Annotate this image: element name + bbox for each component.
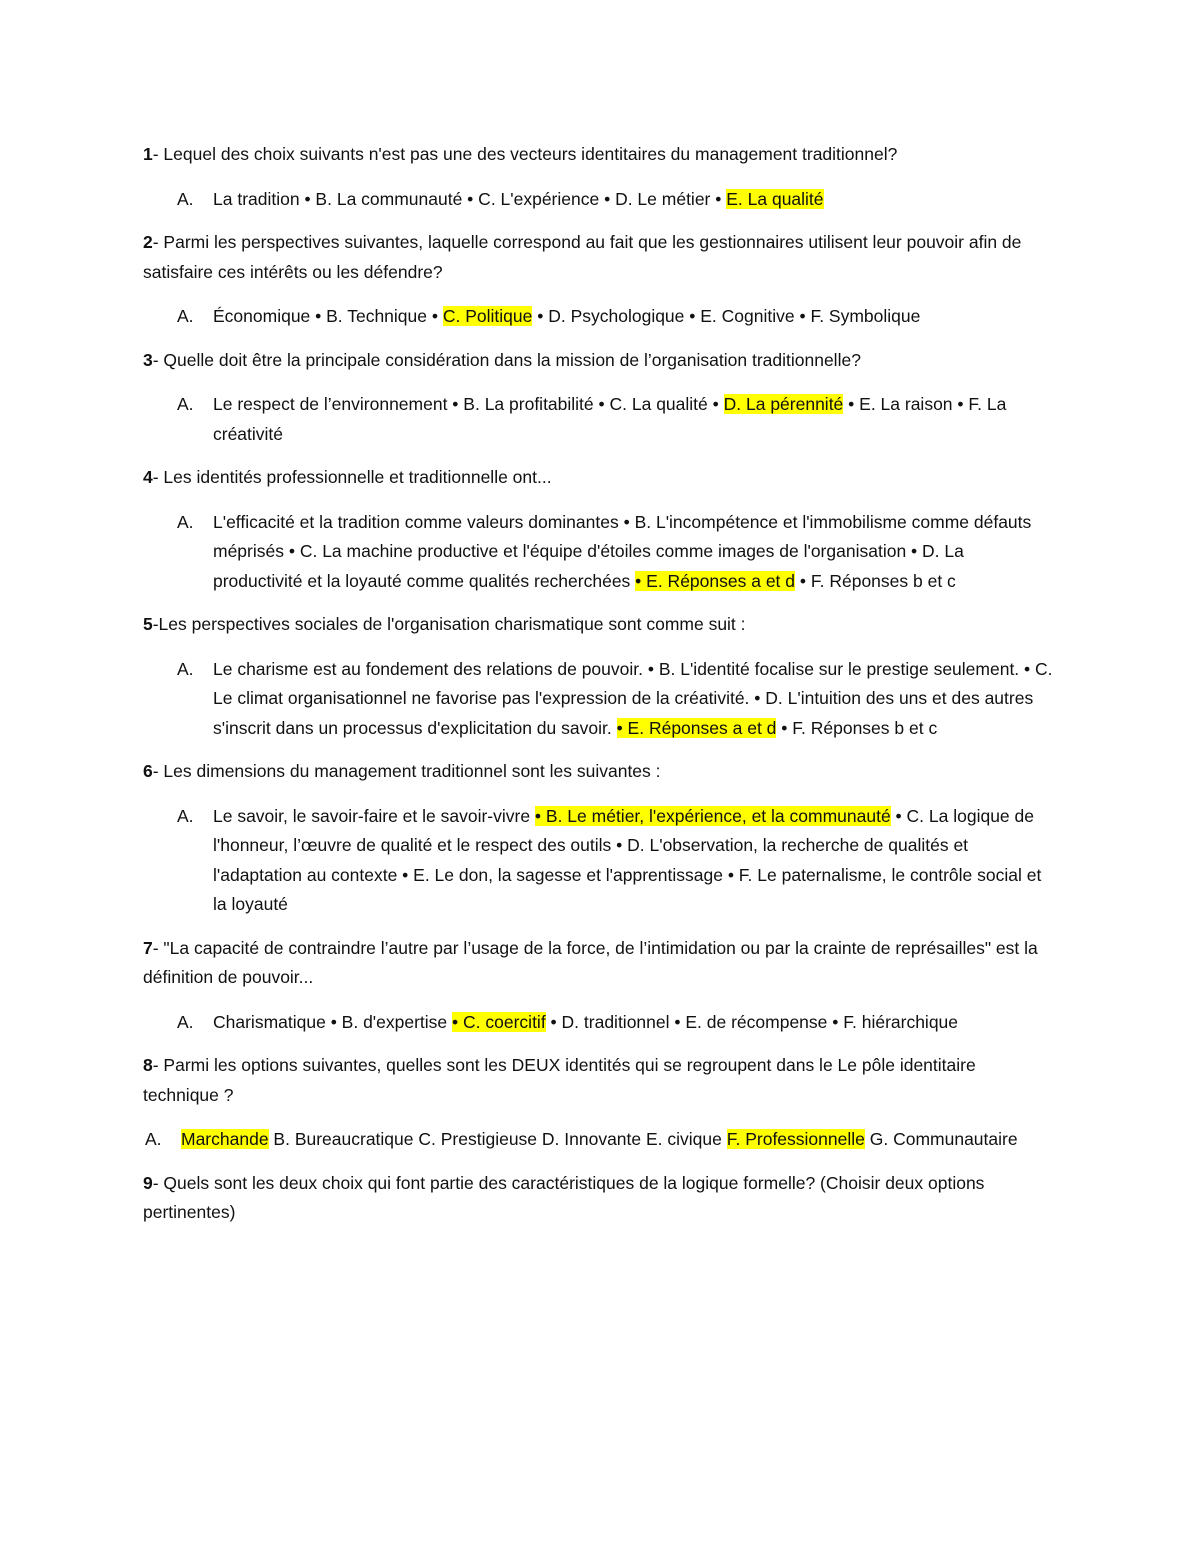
answer-options-4 <box>143 508 1055 597</box>
options-text <box>213 1008 1055 1038</box>
highlighted-answer: D. La pérennité <box>723 394 844 414</box>
question-1 <box>143 140 1055 170</box>
question-text: - Parmi les options suivantes, quelles sont les DEUX identités qui se regroupent dans le Le pôle identitaire technique ? <box>143 1055 976 1105</box>
question-text: - Lequel des choix suivants n'est pas une des vecteurs identitaires du management traditionnel? <box>152 144 898 164</box>
options-plain: Le charisme est au fondement des relations de pouvoir. • B. L'identité focalise sur le prestige seulement. • C. Le climat organisationnel ne favorise pas l'expression de la créativité. • D. L'intuition des uns et des autres s'inscrit dans un processus d'explicitation du savoir. <box>213 658 1053 738</box>
options-plain: La tradition • B. La communauté • C. L'expérience • D. Le métier • <box>213 188 727 209</box>
option-letter: A. <box>177 805 194 826</box>
option-letter: A. <box>177 658 194 679</box>
answer-options-5 <box>143 655 1055 744</box>
options-plain: • D. Psychologique • E. Cognitive • F. Symbolique <box>532 306 921 326</box>
question-9 <box>143 1169 1055 1228</box>
question-number: 4 <box>143 467 153 487</box>
highlighted-answer: • E. Réponses a et d <box>635 570 796 591</box>
question-2 <box>143 228 1055 287</box>
options-plain: • D. traditionnel • E. de récompense • F. hiérarchique <box>545 1011 959 1032</box>
answer-options-6 <box>143 802 1055 920</box>
options-plain: L'efficacité et la tradition comme valeurs dominantes • B. L'incompétence et l'immobilisme comme défauts méprisés • C. La machine productive et l'équipe d'étoiles comme images de l'organisation • D. La productivité et la loyauté comme qualités recherchées <box>213 511 1032 591</box>
highlighted-answer: C. Politique <box>442 306 533 326</box>
options-plain: • F. Réponses b et c <box>776 717 938 738</box>
question-8 <box>143 1051 1055 1110</box>
option-letter: A. <box>177 511 194 532</box>
question-text: - Parmi les perspectives suivantes, laquelle correspond au fait que les gestionnaires utilisent leur pouvoir afin de satisfaire ces intérêts ou les défendre? <box>143 232 1022 282</box>
question-text: -Les perspectives sociales de l'organisation charismatique sont comme suit : <box>152 614 746 634</box>
question-number: 8 <box>143 1055 153 1075</box>
question-3 <box>143 346 1055 376</box>
options-plain: Économique • B. Technique • <box>213 306 443 326</box>
options-plain: • E. La raison • F. La créativité <box>213 394 1007 444</box>
question-text: - Quels sont les deux choix qui font partie des caractéristiques de la logique formelle? (Choisir deux options pertinentes) <box>143 1172 985 1222</box>
option-letter: A. <box>177 188 194 209</box>
options-plain: Charismatique • B. d'expertise <box>213 1011 453 1032</box>
highlighted-answer: F. Professionnelle <box>726 1129 865 1149</box>
highlighted-answer: • B. Le métier, l'expérience, et la communauté <box>534 805 891 826</box>
question-number: 9 <box>143 1172 153 1193</box>
question-number: 5 <box>143 614 153 634</box>
option-letter: A. <box>177 1011 194 1032</box>
question-number: 6 <box>143 761 153 781</box>
question-4 <box>143 463 1055 493</box>
options-plain: Le savoir, le savoir-faire et le savoir-vivre <box>213 805 535 826</box>
answer-options-3 <box>143 390 1055 449</box>
options-plain: • C. La logique de l'honneur, l’œuvre de qualité et le respect des outils • D. L'observation, la recherche de qualités et l'adaptation au contexte • E. Le don, la sagesse et l'apprentissage • F. Le paternalisme, le contrôle social et la loyauté <box>213 805 1042 914</box>
question-text: - Les identités professionnelle et traditionnelle ont... <box>152 467 552 487</box>
question-text: - Quelle doit être la principale considération dans la mission de l’organisation traditionnelle? <box>152 349 861 370</box>
highlighted-answer: • C. coercitif <box>452 1011 546 1032</box>
option-letter: A. <box>177 306 194 326</box>
options-plain: • F. Réponses b et c <box>795 570 956 591</box>
highlighted-answer: E. La qualité <box>726 188 824 209</box>
question-7 <box>143 934 1055 993</box>
answer-options-2 <box>143 302 1055 332</box>
highlighted-answer: • E. Réponses a et d <box>616 717 777 738</box>
answer-options-1 <box>143 185 1055 215</box>
question-number: 1 <box>143 144 153 164</box>
options-plain: B. Bureaucratique C. Prestigieuse D. Innovante E. civique <box>268 1129 727 1149</box>
options-text <box>181 1125 1026 1155</box>
options-plain: G. Communautaire <box>864 1129 1018 1149</box>
question-6 <box>143 757 1055 787</box>
options-text <box>213 302 1055 332</box>
question-number: 7 <box>143 937 153 958</box>
option-letter: A. <box>145 1129 162 1149</box>
options-text <box>213 508 1055 597</box>
question-text: - Les dimensions du management traditionnel sont les suivantes : <box>152 761 661 781</box>
highlighted-answer: Marchande <box>181 1129 269 1149</box>
question-5 <box>143 610 1055 640</box>
answer-options-7 <box>143 1008 1055 1038</box>
options-text <box>213 185 1055 215</box>
answer-options-8 <box>143 1125 1055 1155</box>
options-text <box>213 655 1055 744</box>
option-letter: A. <box>177 394 194 414</box>
question-number: 3 <box>143 349 153 370</box>
options-plain: Le respect de l’environnement • B. La profitabilité • C. La qualité • <box>213 394 724 414</box>
options-text <box>213 802 1055 920</box>
question-number: 2 <box>143 232 153 252</box>
question-text: - "La capacité de contraindre l’autre par l’usage de la force, de l’intimidation ou par la crainte de représailles" est la définition de pouvoir... <box>143 937 1038 987</box>
options-text <box>213 390 1055 449</box>
